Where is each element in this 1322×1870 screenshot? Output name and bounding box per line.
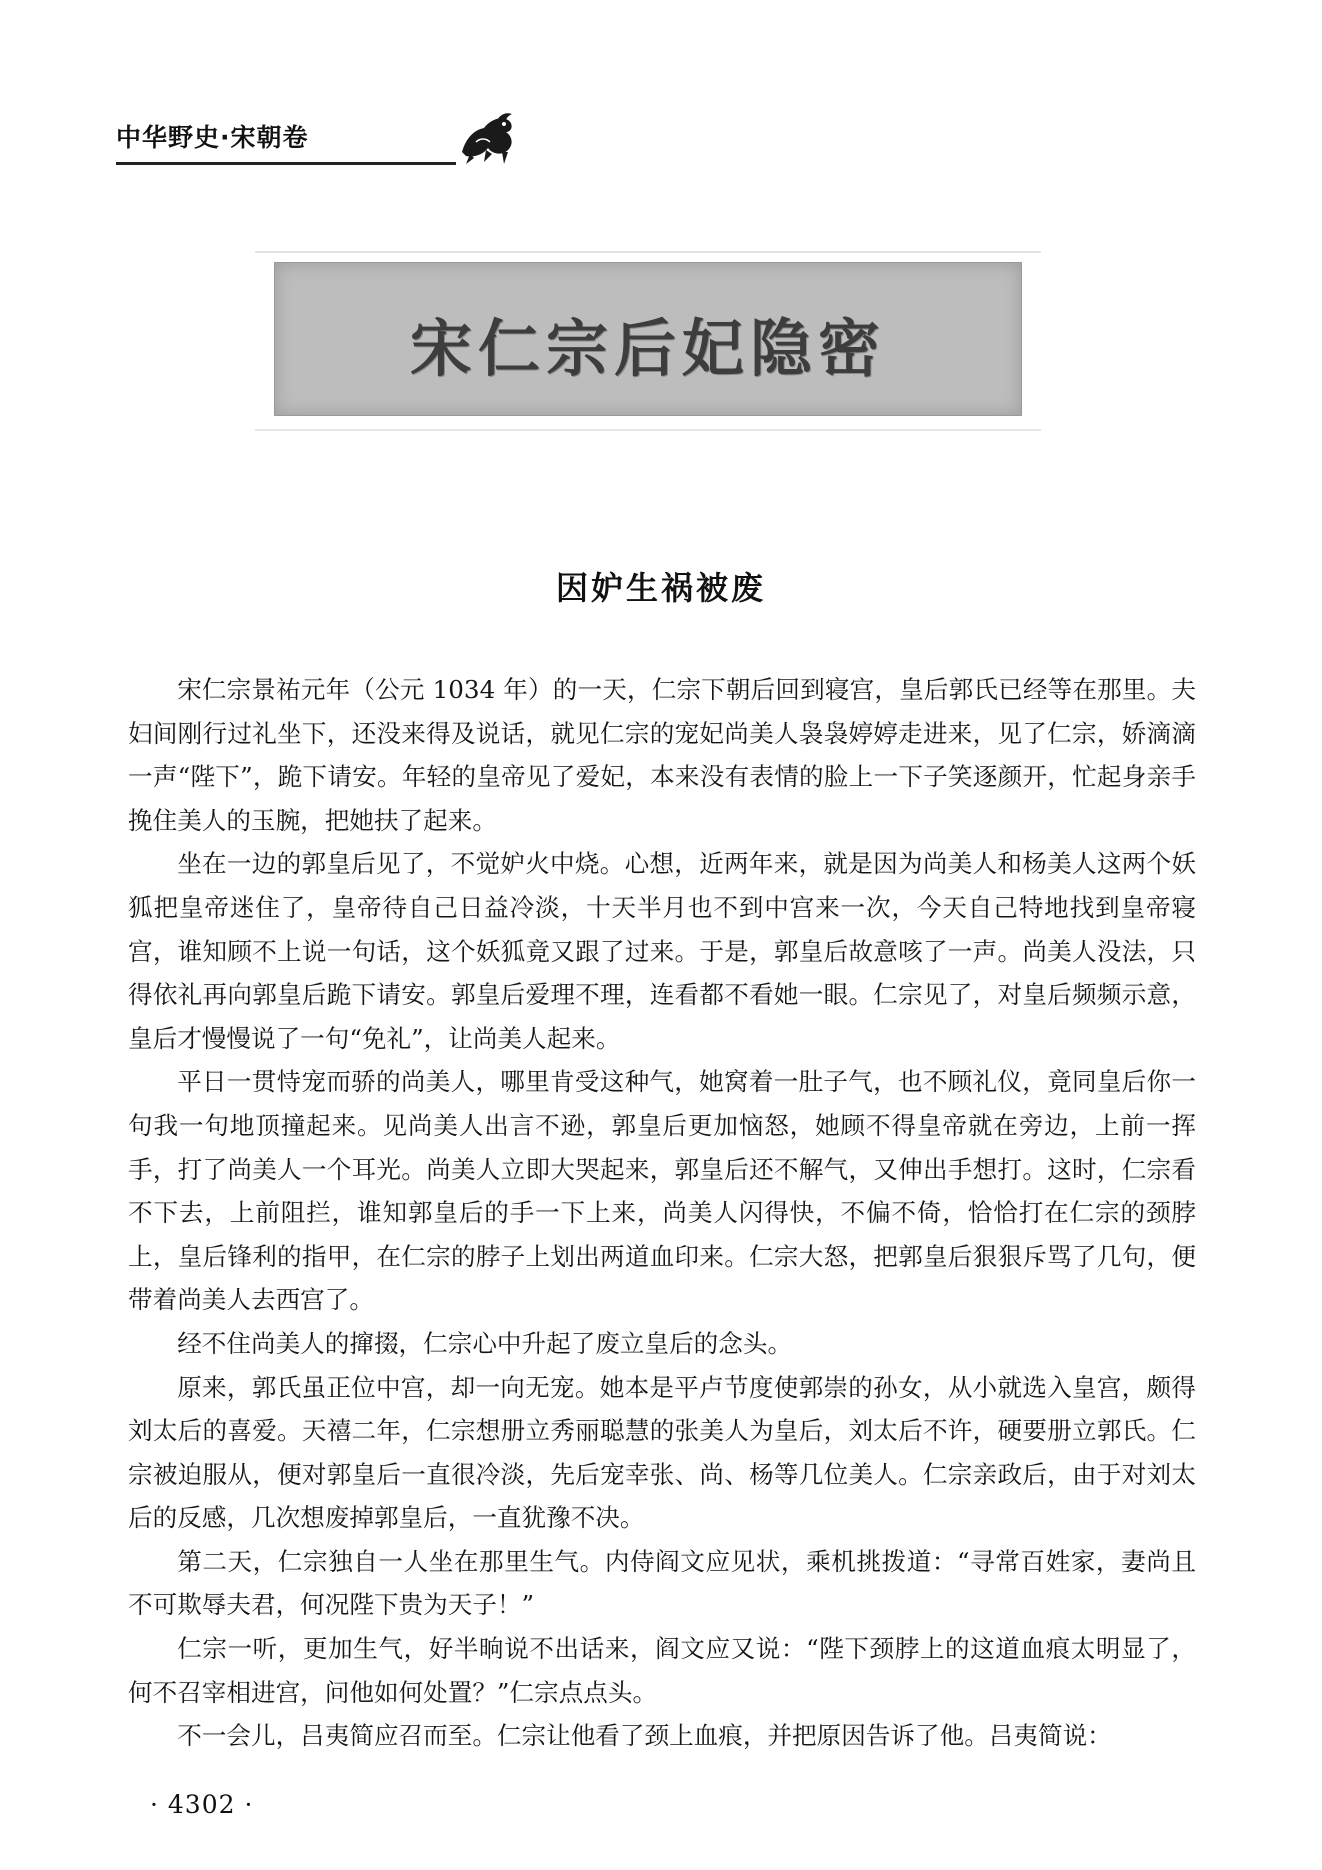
paragraph: 宋仁宗景祐元年（公元 1034 年）的一天，仁宗下朝后回到寝宫，皇后郭氏已经等在那里。夫妇间刚行过礼坐下，还没来得及说话，就见仁宗的宠妃尚美人袅袅婷婷走进来，见了仁宗，娇滴滴一声“陛下”，跪下请安。年轻的皇帝见了爱妃，本来没有表情的脸上一下子笑逐颜开，忙起身亲手挽住美人的玉腕，把她扶了起来。 bbox=[128, 675, 1196, 835]
running-header bbox=[116, 108, 516, 168]
paragraph: 仁宗一听，更加生气，好半晌说不出话来，阎文应又说：“陛下颈脖上的这道血痕太明显了，何不召宰相进宫，问他如何处置？”仁宗点点头。 bbox=[128, 1634, 1196, 1707]
chapter-banner bbox=[274, 262, 1022, 416]
paragraph: 原来，郭氏虽正位中宫，却一向无宠。她本是平卢节度使郭崇的孙女，从小就选入皇宫，颇得刘太后的喜爱。天禧二年，仁宗想册立秀丽聪慧的张美人为皇后，刘太后不许，硬要册立郭氏。仁宗被迫服从，便对郭皇后一直很冷淡，先后宠幸张、尚、杨等几位美人。仁宗亲政后，由于对刘太后的反感，几次想废掉郭皇后，一直犹豫不决。 bbox=[128, 1372, 1196, 1533]
paragraph: 平日一贯恃宠而骄的尚美人，哪里肯受这种气，她窝着一肚子气，也不顾礼仪，竟同皇后你一句我一句地顶撞起来。见尚美人出言不逊，郭皇后更加恼怒，她顾不得皇帝就在旁边，上前一挥手，打了尚美人一个耳光。尚美人立即大哭起来，郭皇后还不解气，又伸出手想打。这时，仁宗看不下去，上前阻拦，谁知郭皇后的手一下上来，尚美人闪得快，不偏不倚，恰恰打在仁宗的颈脖上，皇后锋利的指甲，在仁宗的脖子上划出两道血印来。仁宗大怒，把郭皇后狠狠斥骂了几句，便带着尚美人去西宫了。 bbox=[128, 1067, 1196, 1315]
paragraph: 经不住尚美人的撺掇，仁宗心中升起了废立皇后的念头。 bbox=[177, 1328, 793, 1358]
section-title: 因妒生祸被废 bbox=[555, 569, 766, 607]
paragraph: 不一会儿，吕夷简应召而至。仁宗让他看了颈上血痕，并把原因告诉了他。吕夷简说： bbox=[177, 1721, 1112, 1751]
chapter-title: 宋仁宗后妃隐密 bbox=[409, 312, 886, 385]
body-text bbox=[128, 668, 1196, 1758]
series-title: 中华野史·宋朝卷 bbox=[116, 123, 309, 152]
paragraph: 第二天，仁宗独自一人坐在那里生气。内侍阎文应见状，乘机挑拨道：“寻常百姓家，妻尚且不可欺辱夫君，何况陛下贵为天子！” bbox=[128, 1546, 1196, 1620]
dragon-emblem-icon bbox=[456, 108, 520, 166]
page-number: · 4302 · bbox=[150, 1790, 254, 1819]
header-rule bbox=[116, 162, 456, 165]
paragraph: 坐在一边的郭皇后见了，不觉妒火中烧。心想，近两年来，就是因为尚美人和杨美人这两个妖狐把皇帝迷住了，皇帝待自己日益冷淡，十天半月也不到中宫来一次，今天自己特地找到皇帝寝宫，谁知顾不上说一句话，这个妖狐竟又跟了过来。于是，郭皇后故意咳了一声。尚美人没法，只得依礼再向郭皇后跪下请安。郭皇后爱理不理，连看都不看她一眼。仁宗见了，对皇后频频示意，皇后才慢慢说了一句“免礼”，让尚美人起来。 bbox=[128, 849, 1196, 1053]
